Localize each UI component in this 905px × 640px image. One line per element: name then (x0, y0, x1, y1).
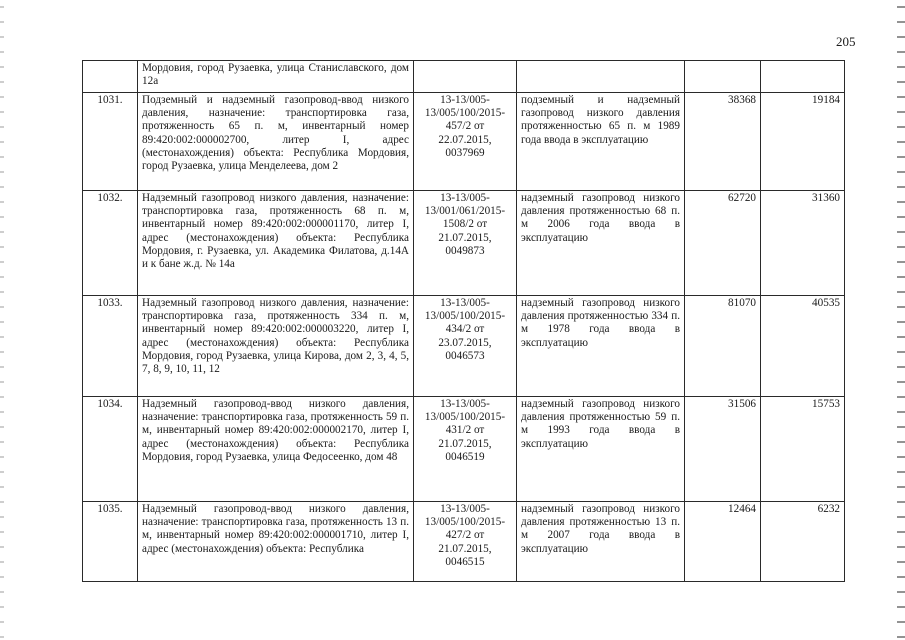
object-characteristics: подземный и надземный газопровод низкого давления протяженностью 65 п. м 1989 года ввода в эксплуатацию (517, 93, 685, 191)
object-description: Надземный газопровод низкого давления, назначение: транспортировка газа, протяженность 334 п. м, инвентарный номер 89:420:002:000003220, литер I, адрес (местонахождения) объекта: Республика Мордовия, город Рузаевка, улица Кирова, дом 2, 3, 4, 5, 7, 8, 9, 10, 11, 12 (138, 296, 414, 397)
row-number: 1033. (83, 296, 138, 397)
book-value: 81070 (685, 296, 761, 397)
page-number: 205 (836, 34, 856, 49)
object-description: Мордовия, город Рузаевка, улица Станиславского, дом 12а (138, 61, 414, 93)
object-characteristics: надземный газопровод низкого давления протяженностью 59 п. м 1993 года ввода в эксплуатацию (517, 397, 685, 502)
scan-edge-right (897, 0, 905, 640)
residual-value: 6232 (761, 502, 845, 582)
object-description: Надземный газопровод низкого давления, назначение: транспортировка газа, протяженность 68 п. м, инвентарный номер 89:420:002:000001170, литер I, адрес (местонахождения) объекта: Республика Мордовия, г. Рузаевка, ул. Академика Филатова, д.14А и к бане ж.д. № 14а (138, 191, 414, 296)
residual-value: 40535 (761, 296, 845, 397)
registration-record: 13-13/005-13/005/100/2015-431/2 от 21.07.2015, 0046519 (414, 397, 517, 502)
registration-record: 13-13/005-13/005/100/2015-457/2 от 22.07.2015, 0037969 (414, 93, 517, 191)
book-value (685, 61, 761, 93)
object-description: Подземный и надземный газопровод-ввод низкого давления, назначение: транспортировка газа, протяженность 65 п. м, инвентарный номер 89:420:002:000002700, литер I, адрес (местонахождения) объекта: Республика Мордовия, город Рузаевка, улица Менделеева, дом 2 (138, 93, 414, 191)
object-characteristics: надземный газопровод низкого давления протяженностью 334 п. м 1978 года ввода в эксплуатацию (517, 296, 685, 397)
row-number: 1032. (83, 191, 138, 296)
book-value: 12464 (685, 502, 761, 582)
object-characteristics: надземный газопровод низкого давления протяженностью 68 п. м 2006 года ввода в эксплуатацию (517, 191, 685, 296)
residual-value (761, 61, 845, 93)
registration-record: 13-13/005-13/005/100/2015-427/2 от 21.07.2015, 0046515 (414, 502, 517, 582)
table-row (83, 296, 845, 397)
scan-edge-left (0, 0, 4, 640)
registration-record (414, 61, 517, 93)
registration-record: 13-13/005-13/005/100/2015-434/2 от 23.07.2015, 0046573 (414, 296, 517, 397)
book-value: 38368 (685, 93, 761, 191)
row-number: 1031. (83, 93, 138, 191)
property-registry-table (82, 60, 845, 582)
object-characteristics (517, 61, 685, 93)
object-description: Надземный газопровод-ввод низкого давления, назначение: транспортировка газа, протяженность 59 п. м, инвентарный номер 89:420:002:000002170, литер I, адрес (местонахождения) объекта: Республика Мордовия, город Рузаевка, улица Федосеенко, дом 48 (138, 397, 414, 502)
table-row (83, 93, 845, 191)
table-row (83, 397, 845, 502)
table-row-continuation (83, 61, 845, 93)
table-row (83, 191, 845, 296)
row-number: 1034. (83, 397, 138, 502)
registration-record: 13-13/005-13/001/061/2015-1508/2 от 21.07.2015, 0049873 (414, 191, 517, 296)
residual-value: 31360 (761, 191, 845, 296)
book-value: 62720 (685, 191, 761, 296)
residual-value: 19184 (761, 93, 845, 191)
book-value: 31506 (685, 397, 761, 502)
object-characteristics: надземный газопровод низкого давления протяженностью 13 п. м 2007 года ввода в эксплуатацию (517, 502, 685, 582)
table-row (83, 502, 845, 582)
residual-value: 15753 (761, 397, 845, 502)
row-number: 1035. (83, 502, 138, 582)
object-description: Надземный газопровод-ввод низкого давления, назначение: транспортировка газа, протяженность 13 п. м, инвентарный номер 89:420:002:000001710, литер I, адрес (местонахождения) объекта: Республика (138, 502, 414, 582)
row-number (83, 61, 138, 93)
